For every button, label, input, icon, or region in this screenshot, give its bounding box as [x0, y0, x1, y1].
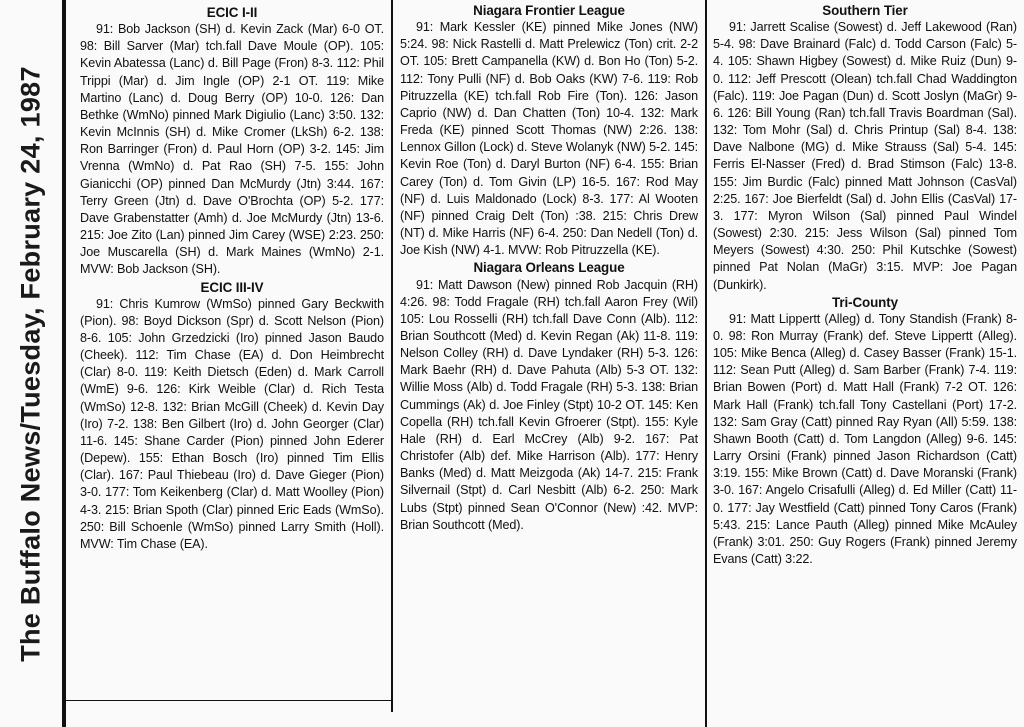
column-rule-2: [391, 0, 393, 712]
section-heading: Southern Tier: [822, 3, 908, 18]
section-heading: Tri-County: [832, 294, 898, 310]
section-results: 91: Matt Dawson (New) pinned Rob Jacquin (RH) 4:26. 98: Todd Fragale (RH) tch.fall Aaron Frey (Wil) 105: Lou Rosselli (RH) tch.fall Dave Conn (Alb). 112: Brian Southcott (Med) d. Kevin Regan (Ak) 11-8. 119: Nelson Colley (RH) d. Dave Lyndaker (RH) 5-3. 126: Mark Baehr (RH) d. Dave Pahuta (Alb) 5-3 OT. 132: Willie Moss (Alb) d. Todd Fragale (RH) 5-3. 138: Brian Cummings (Ak) d. Joe Finley (Stpt) 10-2 OT. 145: Ken Copella (RH) tch.fall Kevin Gfroerer (Stpt). 155: Kyle Hale (RH) d. Earl McCrey (Alb) 9-2. 167: Pat Christofer (Alb) def. Mike Harrison (Alb). 177: Henry Banks (Med) d. Matt Meizgoda (Ak) 14-7. 215: Frank Silvernail (Stpt) d. Carl Nesbitt (Alb) 6-2. 250: Mark Lubs (Stpt) pinned Sean O'Connor (New) :42. MVP: Brian Southcott (Med).: [400, 277, 698, 532]
section-heading: ECIC III-IV: [200, 279, 264, 295]
column-3: [713, 0, 1017, 727]
column-rule-left: [62, 0, 66, 727]
section-results: 91: Matt Lippertt (Alleg) d. Tony Standish (Frank) 8-0. 98: Ron Murray (Frank) def. Steve Lippertt (Alleg). 105: Mike Benca (Alleg) d. Casey Basser (Frank) 15-1. 112: Sean Putt (Alleg) d. Sam Barber (Frank) 7-4. 119: Brian Bowen (Port) d. Matt Hall (Frank) 7-2 OT. 126: Mark Hall (Frank) tch.fall Tony Castellani (Port) 17-2. 132: Sam Gray (Catt) pinned Ray Ryan (All) 5:59. 138: Shawn Booth (Catt) d. Tom Langdon (Alleg) 9-6. 145: Larry Orsini (Frank) pinned Jason Richardson (Catt) 3:19. 155: Mike Brown (Catt) d. Dave Moranski (Frank) 3-0. 167: Angelo Crisafulli (Alleg) d. Ed Miller (Catt) 11-0. 177: Jay Westfield (Catt) pinned Tony Caros (Frank) 5:43. 215: Lance Pauth (Alleg) pinned Mike McAuley (Frank) 3:01. 250: Guy Rogers (Frank) pinned Jeremy Evans (Catt) 3:22.: [713, 311, 1017, 566]
column-rule-3: [705, 0, 707, 727]
masthead: The Buffalo News/Tuesday, February 24, 1987: [15, 66, 46, 662]
section-results: 91: Jarrett Scalise (Sowest) d. Jeff Lakewood (Ran) 5-4. 98: Dave Brainard (Falc) d. Todd Carson (Falc) 5-4. 105: Shawn Higbey (Sowest) d. Mike Ruiz (Dun) 9-0. 112: Jeff Prescott (Olean) tch.fall Chad Waddington (Falc). 119: Joe Pagan (Dun) d. Scott Joslyn (MaGr) 9-6. 126: Bill Young (Ran) tch.fall Travis Boardman (Sal). 132: Tom Mohr (Sal) d. Chris Printup (Sal) 8-4. 138: Dave Nalbone (MG) d. Mike Strauss (Sal) 5-4. 145: Ferris El-Nasser (Fred) d. Brad Stimson (Falc) 13-8. 155: Jim Burdic (Falc) pinned Matt Johnson (CasVal) 2:25. 167: Joe Bierfeldt (Sal) d. John Ellis (CasVal) 17-3. 177: Myron Wilson (Sal) pinned Paul Windel (Sowest) 2:30. 215: Jess Wilson (Sal) pinned Tom Meyers (Sowest) 4:30. 250: Phil Kutschke (Sowest) pinned Pat Nolan (MaGr) 3:15. MVP: Joe Pagan (Dunkirk).: [713, 20, 1017, 292]
column-2: [400, 0, 698, 727]
section-heading: Niagara Orleans League: [473, 260, 625, 276]
section-results: 91: Bob Jackson (SH) d. Kevin Zack (Mar) 6-0 OT. 98: Bill Sarver (Mar) tch.fall Dave Moule (OP). 105: Kevin Abatessa (Lanc) d. Bill Page (Fron) 8-3. 112: Phil Trippi (Mar) d. Jim Ingle (OP) 2-1 OT. 119: Mike Martino (Lanc) d. Doug Berry (OP) 10-0. 126: Dan Bethke (WmNo) pinned Mark Digiulio (Lanc) 3:50. 132: Kevin McInnis (SH) d. Mike Cromer (LkSh) 6-2. 138: Ron Barringer (Fron) d. Paul Horn (OP) 3-2. 145: Jim Vrenna (WmNo) d. Pat Rao (SH) 7-5. 155: John Gianicchi (OP) pinned Dan McMurdy (Jtn) 3:44. 167: Terry Green (Jtn) d. Dave O'Brochta (OP) 5-2. 177: Dave Grabenstatter (Amh) d. Joe McMurdy (Jtn) 13-6. 215: Joe Zito (Lan) pinned Jim Carey (WSE) 2:23. 250: Joe Muscarella (SH) d. Mark Maines (WmNo) 2-1. MVW: Bob Jackson (SH).: [80, 22, 384, 277]
masthead-strip: [0, 0, 62, 727]
column-1: [80, 0, 384, 727]
section-results: 91: Mark Kessler (KE) pinned Mike Jones (NW) 5:24. 98: Nick Rastelli d. Matt Prelewicz (Ton) crit. 2-2 OT. 105: Brett Campanella (KW) d. Bon Ho (Ton) 5-2. 112: Tony Pulli (NF) d. Bob Oaks (KW) 7-6. 119: Rob Pitruzzella (KE) tch.fall Rob Fire (Ton). 126: Jason Caprio (NW) d. Dan Chatten (Ton) 10-4. 132: Mark Freda (KE) pinned Scott Thomas (NW) 2:26. 138: Lennox Gillon (Lock) d. Steve Wolanyk (NW) 5-2. 145: Kevin Roe (Ton) d. Daryl Burton (NF) 6-4. 155: Brian Carey (Ton) d. Tom Givin (LP) 16-5. 167: Rod May (NF) d. Luis Maldonado (Lock) 8-3. 177: Al Wooten (NF) pinned Craig Delt (Ton) :38. 215: Chris Drew (NT) d. Mike Harris (NF) 6-4. 250: Dan Nedell (Ton) d. Joe Kish (NW) 4-1. MVW: Rob Pitruzzella (KE).: [400, 20, 698, 258]
section-heading: ECIC I-II: [206, 5, 258, 20]
section-heading: Niagara Frontier League: [473, 3, 625, 18]
section-results: 91: Chris Kumrow (WmSo) pinned Gary Beckwith (Pion). 98: Boyd Dickson (Spr) d. Scott Nelson (Pion) 8-6. 105: John Grzedzicki (Iro) pinned Jason Baudo (Cheek). 112: Tim Chase (EA) d. Don Heimbrecht (Clar) 8-0. 119: Keith Dietsch (Eden) d. Mark Carroll (WmE) 9-6. 126: Kirk Weible (Clar) d. Rich Testa (WmSo) 12-8. 132: Brian McGill (Cheek) d. Kevin Day (Iro) 7-2. 138: Ben Gilbert (Iro) d. John Georger (Clar) 11-6. 145: Shane Carder (Pion) pinned John Ederer (Depew). 155: Ethan Bosch (Iro) pinned Tim Ellis (Clar). 167: Paul Thiebeau (Iro) d. Dave Gieger (Pion) 3-0. 177: Tom Keikenberg (Clar) d. Matt Woolley (Pion) 4-3. 215: Brian Spoth (Clar) pinned Eric Eads (WmSo). 250: Bill Schoenle (WmSo) pinned Larry Smith (Holl). MVW: Tim Chase (EA).: [80, 296, 384, 551]
